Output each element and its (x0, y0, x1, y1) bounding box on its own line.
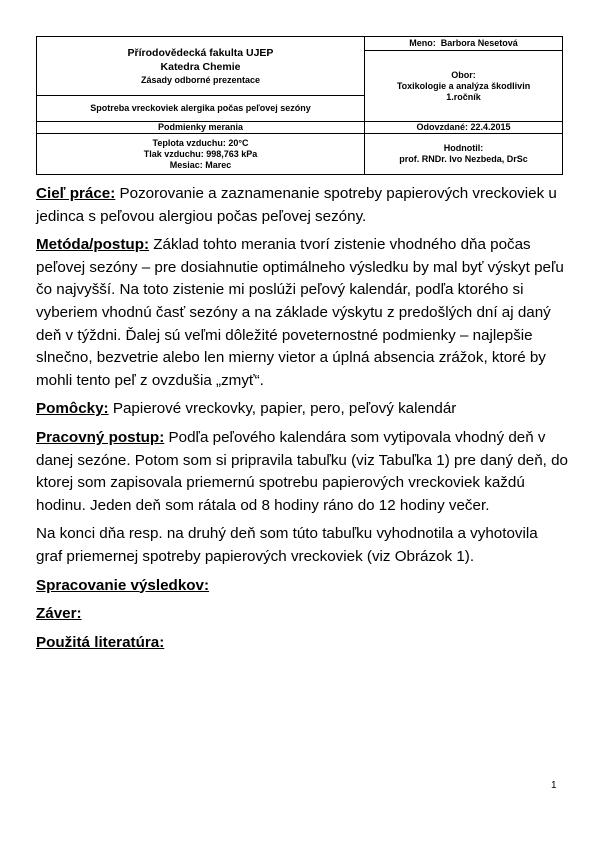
submitted-cell (365, 122, 563, 134)
tools-label: Pomôcky: (36, 400, 109, 418)
tools-text: Papierové vreckovky, papier, pero, peľový kalendár (108, 400, 457, 418)
month: Mesiac: Marec (169, 159, 232, 170)
name-cell (365, 37, 563, 51)
rating-value: prof. RNDr. Ivo Nezbeda, DrSc (399, 154, 528, 164)
aim-text: Pozorovanie a zaznamenanie spotreby papierových vreckoviek u jedinca s peľovou alergiou počas peľovej sezóny. (36, 185, 557, 225)
page-number: 1 (551, 780, 557, 791)
pressure: Tlak vzduchu: 998,763 kPa (143, 148, 258, 159)
rating-cell (365, 134, 563, 175)
temperature: Teplota vzduchu: 20°C (152, 137, 249, 148)
name-label: Meno: (409, 38, 436, 48)
results-heading: Spracovanie výsledkov: (36, 576, 210, 594)
conditions-cell (37, 134, 365, 175)
name-value: Barbora Nesetová (440, 38, 518, 48)
submitted-value: 22.4.2015 (470, 122, 511, 132)
procedure-paragraph-2: Na konci dňa resp. na druhý deň som túto tabuľku vyhodnotila a vyhotovila graf priemernej spotreby papierových vreckoviek (viz Obrázok 1). (36, 525, 538, 565)
document-body (36, 183, 568, 660)
rating-label: Hodnotil: (443, 143, 484, 153)
method-paragraph (36, 234, 568, 392)
tools-paragraph (36, 398, 568, 421)
procedure-label: Pracovný postup: (36, 428, 165, 446)
field-value: Toxikologie a analýza škodlivin (396, 80, 531, 91)
conclusion-heading: Záver: (36, 605, 82, 623)
procedure-text: Podľa peľového kalendára som vytipovala vhodný deň v danej sezóne. Potom som si pripravila tabuľku (viz Tabuľka 1) pre daný deň, do ktorej som zapisovala priemernú spotrebu papierových vreckoviek každú hodinu. Jeden deň som rátala od 8 hodiny ráno do 12 hodiny večer. (36, 428, 568, 514)
topic-cell: Spotreba vreckoviek alergika počas peľovej sezóny (37, 96, 365, 122)
method-text: Základ tohto merania tvorí zistenie vhodného dňa počas peľovej sezóny – pre dosiahnutie optimálneho výsledku by mal byť výskyt peľu čo najvyšší. Na toto zistenie mi poslúži peľový kalendár, podľa ktorého si vyberiem vhodnú časť sezóny a na základe výskytu z predošlých dní aj daný deň v týždni. Ďalej sú veľmi dôležité poveternostné podmienky – najlepšie slnečno, bezvetrie alebo len mierny vietor a úplná absencia zrážok, ktoré by mohli tento peľ z ovzdušia „zmyť“. (36, 236, 564, 389)
department-name: Katedra Chemie (160, 61, 241, 73)
course-name: Zásady odborné prezentace (140, 75, 261, 85)
year-value: 1.ročník (446, 91, 481, 102)
submitted-label: Odovzdané: (416, 122, 468, 132)
conditions-label: Podmienky merania (37, 122, 365, 134)
faculty-cell (37, 37, 365, 96)
procedure-paragraph (36, 427, 568, 517)
aim-label: Cieľ práce: (36, 185, 116, 202)
method-label: Metóda/postup: (36, 236, 150, 254)
faculty-name: Přírodovědecká fakulta UJEP (127, 47, 274, 59)
aim-paragraph (36, 183, 568, 228)
field-cell (365, 51, 563, 122)
header-table (36, 36, 563, 175)
field-label: Obor: (451, 69, 476, 80)
literature-heading: Použitá literatúra: (36, 633, 165, 651)
